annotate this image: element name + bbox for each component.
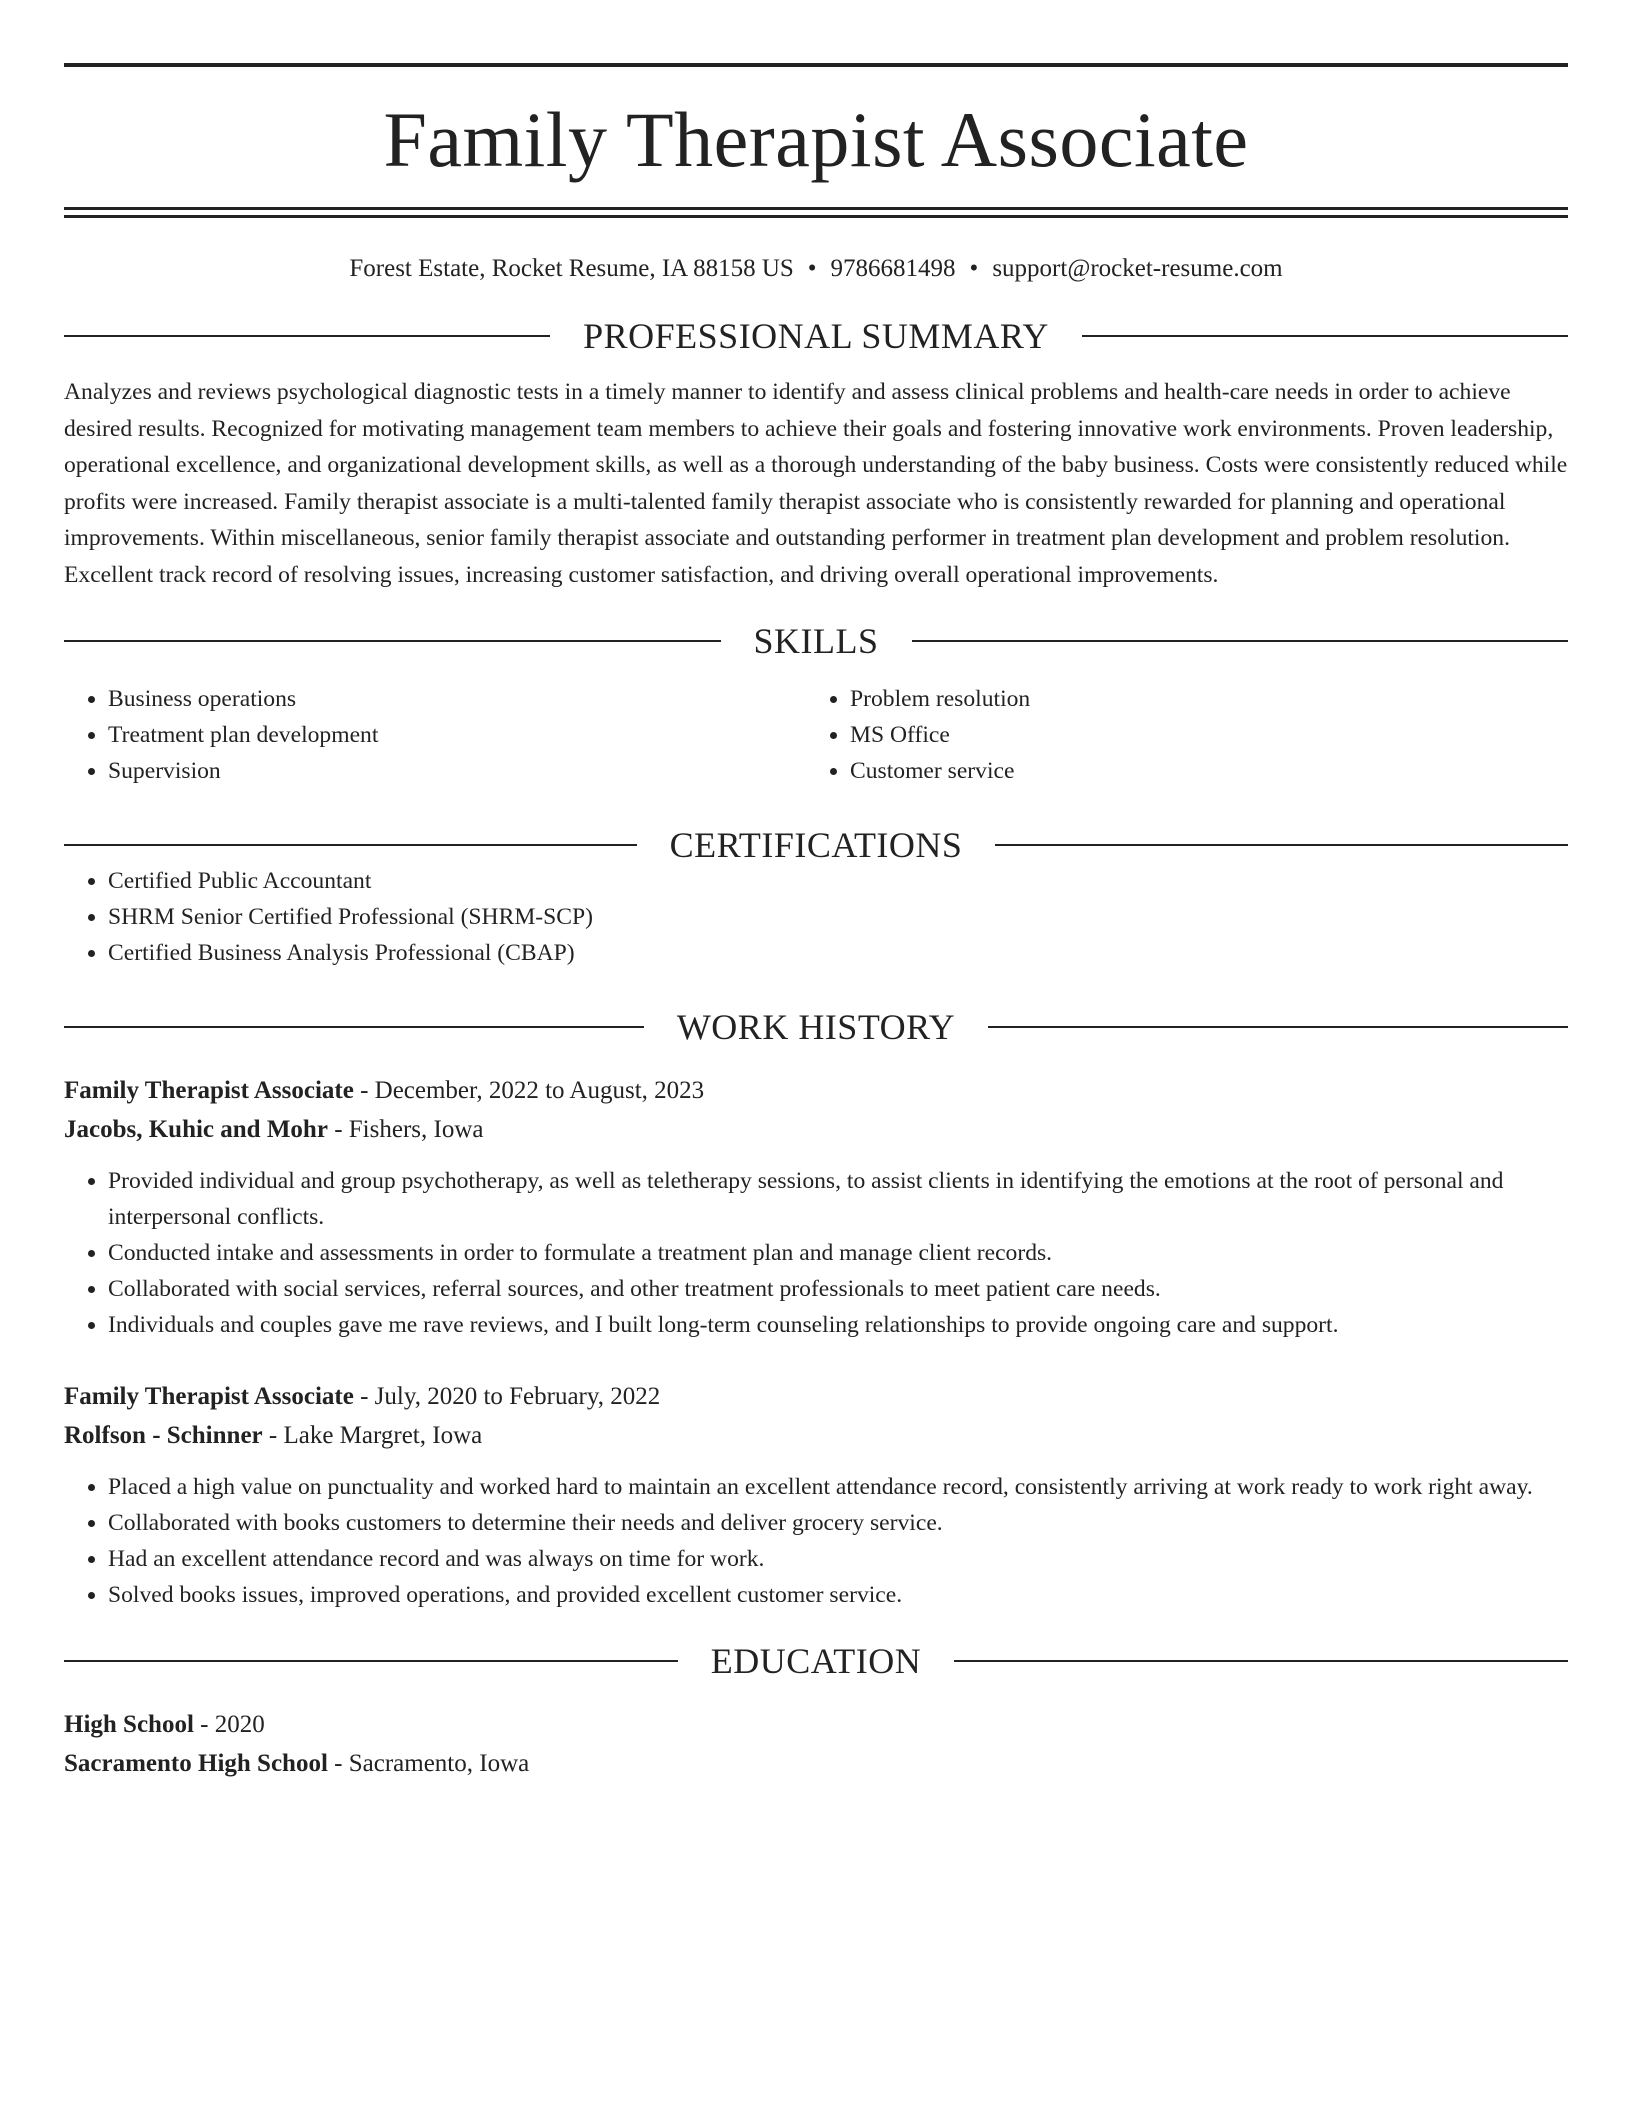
heading-rule-right: [954, 1660, 1568, 1662]
skills-column-left: [64, 681, 806, 789]
contact-separator: •: [807, 255, 817, 282]
double-rule: [64, 207, 1568, 218]
summary-text: Analyzes and reviews psychological diagnostic tests in a timely manner to identify and assess clinical problems and health-care needs in order to achieve desired results. Recognized for motivating management team members to achieve their goals and fostering innovative work environments. Proven leadership, operational excellence, and organizational development skills, as well as a thorough understanding of the baby business. Costs were consistently reduced while profits were increased. Family therapist associate is a multi-talented family therapist associate who is consistently rewarded for planning and operational improvements. Within miscellaneous, senior family therapist associate and outstanding performer in treatment plan development and problem resolution. Excellent track record of resolving issues, increasing customer satisfaction, and driving overall operational improvements.: [64, 379, 1568, 588]
summary-heading: [64, 318, 1568, 354]
job-title-line: Family Therapist Associate - December, 2022 to August, 2023: [64, 1077, 705, 1104]
job-bullet: • Collaborated with social services, referral sources, and other treatment professionals to meet patient care needs.: [108, 1271, 1568, 1307]
certifications-title: CERTIFICATIONS: [669, 825, 963, 865]
job-company: Jacobs, Kuhic and Mohr: [64, 1116, 328, 1143]
heading-rule-left: [64, 1660, 678, 1662]
skills-heading: [64, 623, 1568, 659]
skills-column-right: [806, 681, 1548, 789]
job-dates: July, 2020 to February, 2022: [374, 1383, 661, 1410]
skill-item: • Customer service: [850, 753, 1548, 789]
top-rule: [64, 63, 1568, 67]
heading-rule-right: [1082, 335, 1568, 337]
education-degree-line: High School - 2020: [64, 1711, 265, 1738]
job-role: Family Therapist Associate: [64, 1383, 354, 1410]
job-bullet: • Placed a high value on punctuality and worked hard to maintain an excellent attendance record, consistently arriving at work ready to work right away.: [108, 1469, 1568, 1505]
contact-phone: 9786681498: [830, 255, 956, 282]
education-title: EDUCATION: [710, 1641, 922, 1681]
job-bullets: [64, 1163, 1568, 1343]
work-title: WORK HISTORY: [676, 1007, 956, 1047]
certifications-heading: [64, 827, 1568, 863]
work-heading: [64, 1009, 1568, 1045]
heading-rule-left: [64, 1026, 644, 1028]
job-bullets: [64, 1469, 1568, 1613]
job-bullet: • Had an excellent attendance record and was always on time for work.: [108, 1541, 1568, 1577]
job-location: Lake Margret, Iowa: [283, 1422, 483, 1449]
heading-rule-left: [64, 640, 721, 642]
heading-rule-right: [995, 844, 1568, 846]
job-company-line: Jacobs, Kuhic and Mohr - Fishers, Iowa: [64, 1116, 484, 1143]
resume-name: Family Therapist Associate: [383, 96, 1249, 183]
job-bullet: • Individuals and couples gave me rave reviews, and I built long-term counseling relationships to provide ongoing care and support.: [108, 1307, 1568, 1343]
education-heading: [64, 1643, 1568, 1679]
job-dates: December, 2022 to August, 2023: [374, 1077, 705, 1104]
certification-item: • SHRM Senior Certified Professional (SHRM-SCP): [108, 899, 1568, 935]
heading-rule-left: [64, 844, 637, 846]
job-role: Family Therapist Associate: [64, 1077, 354, 1104]
job-entry: [64, 1377, 1568, 1613]
skills-grid: [64, 681, 1568, 789]
job-bullet: • Collaborated with books customers to determine their needs and deliver grocery service.: [108, 1505, 1568, 1541]
certifications-list: [64, 863, 1568, 971]
job-location: Fishers, Iowa: [348, 1116, 484, 1143]
job-bullet: • Provided individual and group psychotherapy, as well as teletherapy sessions, to assist clients in identifying the emotions at the root of personal and interpersonal conflicts.: [108, 1163, 1568, 1235]
job-title-line: Family Therapist Associate - July, 2020 to February, 2022: [64, 1383, 661, 1410]
job-company: Rolfson - Schinner: [64, 1422, 263, 1449]
contact-line: [64, 254, 1568, 284]
heading-rule-right: [912, 640, 1569, 642]
certification-item: • Certified Public Accountant: [108, 863, 1568, 899]
skill-item: • Business operations: [108, 681, 806, 717]
skill-item: • MS Office: [850, 717, 1548, 753]
education-entry: [64, 1705, 1568, 1783]
heading-rule-left: [64, 335, 550, 337]
job-bullet: • Conducted intake and assessments in order to formulate a treatment plan and manage client records.: [108, 1235, 1568, 1271]
job-company-line: Rolfson - Schinner - Lake Margret, Iowa: [64, 1422, 483, 1449]
education-school-line: Sacramento High School - Sacramento, Iowa: [64, 1750, 530, 1777]
education-school: Sacramento High School: [64, 1750, 328, 1777]
heading-rule-right: [988, 1026, 1568, 1028]
education-degree: High School: [64, 1711, 194, 1738]
contact-address: Forest Estate, Rocket Resume, IA 88158 US: [349, 255, 794, 282]
skills-title: SKILLS: [753, 621, 879, 661]
education-year: 2020: [214, 1711, 265, 1738]
certification-item: • Certified Business Analysis Professional (CBAP): [108, 935, 1568, 971]
contact-separator: •: [969, 255, 979, 282]
summary-title: PROFESSIONAL SUMMARY: [583, 316, 1049, 356]
skill-item: • Treatment plan development: [108, 717, 806, 753]
job-entry: [64, 1071, 1568, 1343]
skill-item: • Supervision: [108, 753, 806, 789]
skill-item: • Problem resolution: [850, 681, 1548, 717]
job-bullet: • Solved books issues, improved operations, and provided excellent customer service.: [108, 1577, 1568, 1613]
education-location: Sacramento, Iowa: [348, 1750, 530, 1777]
contact-email: support@rocket-resume.com: [992, 255, 1283, 282]
